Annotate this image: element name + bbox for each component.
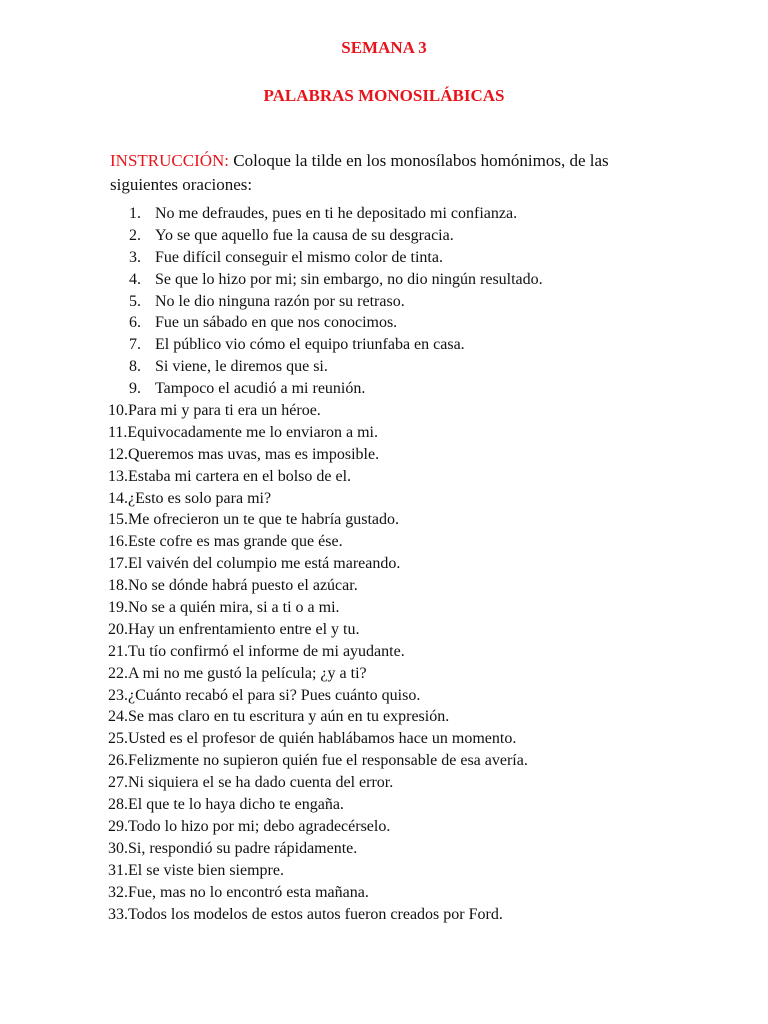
list-item (106, 728, 543, 750)
list-item (106, 904, 543, 926)
list-item-number: 3. (129, 248, 141, 266)
list-item-number: 21. (108, 642, 128, 660)
list-item-text: ¿Esto es solo para mi? (128, 489, 272, 507)
list-item-number: 33. (108, 905, 128, 923)
list-item-number: 20. (108, 620, 128, 638)
list-item (106, 466, 543, 488)
list-item-text: Para mi y para ti era un héroe. (128, 402, 321, 420)
list-item-text: Si viene, le diremos que si. (155, 358, 328, 376)
list-item (106, 794, 543, 816)
list-item-text: Tu tío confirmó el informe de mi ayudante. (128, 642, 405, 660)
list-item (106, 509, 543, 531)
list-item-text: Estaba mi cartera en el bolso de el. (128, 467, 352, 485)
instruction-paragraph (110, 149, 670, 197)
list-item-text: El que te lo haya dicho te engaña. (128, 796, 344, 814)
list-item-number: 28. (108, 796, 128, 814)
list-item (106, 575, 543, 597)
list-item-number: 25. (108, 730, 128, 748)
list-item-number: 23. (108, 686, 128, 704)
list-item-number: 11. (108, 423, 128, 441)
list-item-text: ¿Cuánto recabó el para si? Pues cuánto quiso. (128, 686, 421, 704)
list-item-text: Todos los modelos de estos autos fueron creados por Ford. (128, 905, 503, 923)
list-item-number: 15. (108, 511, 128, 529)
list-item-text: No se a quién mira, si a ti o a mi. (128, 599, 340, 617)
list-item-text: Fue, mas no lo encontró esta mañana. (128, 883, 369, 901)
list-item (106, 553, 543, 575)
page-title: PALABRAS MONOSILÁBICAS (263, 86, 505, 105)
list-item (106, 203, 543, 225)
list-item (106, 269, 543, 291)
list-item-text: Ni siquiera el se ha dado cuenta del error. (128, 774, 394, 792)
list-item-text: Me ofrecieron un te que te habría gustado. (128, 511, 400, 529)
list-item-text: Hay un enfrentamiento entre el y tu. (128, 620, 360, 638)
list-item-number: 18. (108, 577, 128, 595)
list-item-number: 14. (108, 489, 128, 507)
list-item-text: El público vio cómo el equipo triunfaba en casa. (155, 336, 465, 354)
list-item (106, 838, 543, 860)
list-item-number: 4. (129, 270, 141, 288)
list-item-number: 8. (129, 358, 141, 376)
list-item (106, 706, 543, 728)
instruction-label: INSTRUCCIÓN: (110, 151, 230, 170)
list-item (106, 378, 543, 400)
list-item-text: Fue un sábado en que nos conocimos. (155, 314, 398, 332)
list-item (106, 772, 543, 794)
list-item-text: No se dónde habrá puesto el azúcar. (128, 577, 358, 595)
list-item (106, 247, 543, 269)
list-item-number: 6. (129, 314, 141, 332)
list-item-text: No le dio ninguna razón por su retraso. (155, 292, 405, 310)
list-item-text: Yo se que aquello fue la causa de su desgracia. (155, 226, 454, 244)
list-item-text: Si, respondió su padre rápidamente. (128, 839, 358, 857)
list-item-number: 27. (108, 774, 128, 792)
sentence-list (106, 203, 543, 925)
list-item (106, 882, 543, 904)
list-item (106, 356, 543, 378)
week-heading: SEMANA 3 (341, 38, 427, 57)
list-item-number: 32. (108, 883, 128, 901)
list-item-number: 26. (108, 752, 128, 770)
list-item (106, 816, 543, 838)
list-item-number: 13. (108, 467, 128, 485)
list-item (106, 400, 543, 422)
list-item (106, 291, 543, 313)
list-item-number: 30. (108, 839, 128, 857)
list-item (106, 750, 543, 772)
instruction-text: Coloque la tilde en los monosílabos homónimos, de las siguientes oraciones: (110, 151, 609, 194)
list-item (106, 641, 543, 663)
list-item-number: 2. (129, 226, 141, 244)
list-item-number: 12. (108, 445, 128, 463)
list-item-text: Queremos mas uvas, mas es imposible. (128, 445, 380, 463)
list-item-number: 7. (129, 336, 141, 354)
list-item (106, 312, 543, 334)
list-item (106, 531, 543, 553)
list-item-text: Todo lo hizo por mi; debo agradecérselo. (128, 817, 391, 835)
list-item-number: 31. (108, 861, 128, 879)
list-item-text: Felizmente no supieron quién fue el responsable de esa avería. (128, 752, 528, 770)
list-item (106, 444, 543, 466)
list-item-text: Usted es el profesor de quién hablábamos hace un momento. (128, 730, 517, 748)
list-item-text: Tampoco el acudió a mi reunión. (155, 380, 366, 398)
list-item-text: Se que lo hizo por mi; sin embargo, no dio ningún resultado. (155, 270, 543, 288)
list-item (106, 422, 543, 444)
list-item (106, 685, 543, 707)
list-item-text: El se viste bien siempre. (128, 861, 284, 879)
list-item (106, 225, 543, 247)
list-item-number: 17. (108, 555, 128, 573)
list-item-number: 22. (108, 664, 128, 682)
list-item-number: 9. (129, 380, 141, 398)
list-item (106, 663, 543, 685)
list-item-text: Este cofre es mas grande que ése. (128, 533, 343, 551)
list-item-text: No me defraudes, pues en ti he depositado mi confianza. (155, 205, 518, 222)
list-item-text: Se mas claro en tu escritura y aún en tu expresión. (128, 708, 450, 726)
list-item-text: Fue difícil conseguir el mismo color de tinta. (155, 248, 443, 266)
list-item-number: 1. (129, 205, 141, 222)
list-item (106, 860, 543, 882)
list-item-number: 5. (129, 292, 141, 310)
list-item-text: Equivocadamente me lo enviaron a mi. (127, 423, 378, 441)
list-item-text: A mi no me gustó la película; ¿y a ti? (128, 664, 367, 682)
list-item (106, 488, 543, 510)
list-item-number: 29. (108, 817, 128, 835)
list-item-number: 19. (108, 599, 128, 617)
list-item (106, 597, 543, 619)
list-item (106, 619, 543, 641)
list-item-number: 10. (108, 402, 128, 420)
list-item-number: 24. (108, 708, 128, 726)
list-item-text: El vaivén del columpio me está mareando. (128, 555, 401, 573)
list-item (106, 334, 543, 356)
list-item-number: 16. (108, 533, 128, 551)
